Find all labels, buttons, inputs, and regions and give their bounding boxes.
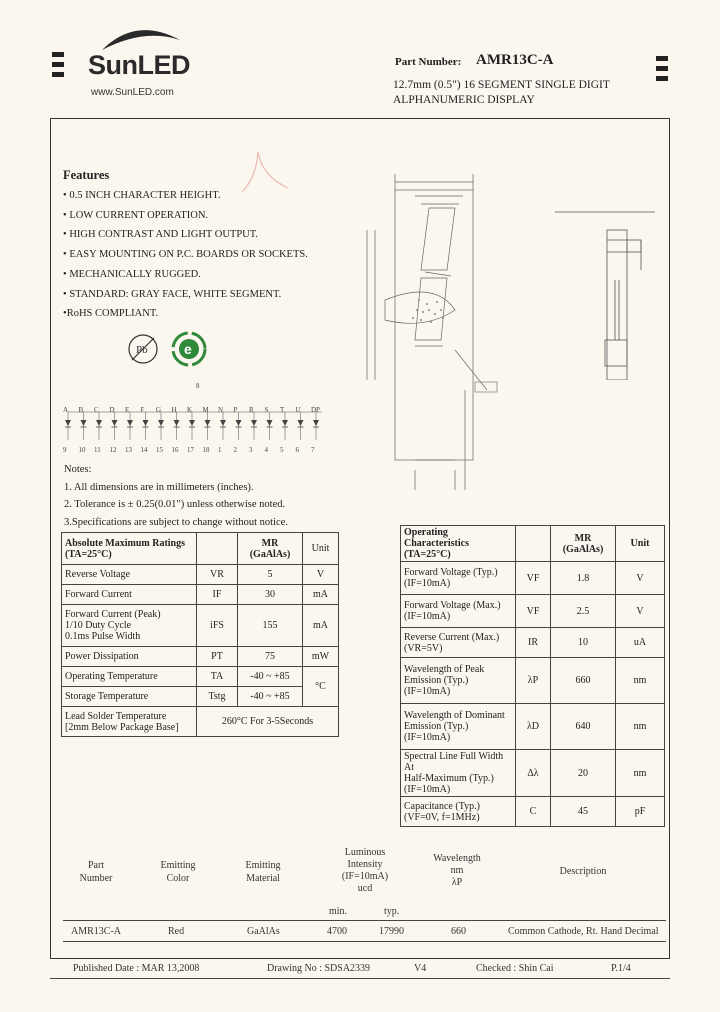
corner-mark [656, 56, 668, 61]
top-pin-label: D [109, 406, 115, 414]
sel-sub-typ: typ. [384, 906, 400, 917]
package-side-drawing [555, 200, 665, 380]
op-cell-val: 2.5 [551, 595, 616, 628]
op-cell-param: Wavelength of Peak Emission (Typ.) (IF=10mA) [401, 658, 516, 704]
feature-item: • STANDARD: GRAY FACE, WHITE SEGMENT. [63, 288, 282, 300]
pb-free-icon [126, 332, 160, 366]
feature-item: • HIGH CONTRAST AND LIGHT OUTPUT. [63, 229, 259, 241]
sel-row-wave: 660 [451, 926, 466, 937]
bottom-pin-label: 13 [125, 446, 132, 454]
note-item: 3.Specifications are subject to change without notice. [64, 516, 288, 528]
corner-mark [52, 62, 64, 67]
op-cell-val: 10 [551, 628, 616, 658]
diode-symbol [112, 412, 118, 440]
abs-cell-sym: VR [197, 565, 238, 585]
abs-cell-val: 30 [238, 585, 303, 605]
diode-symbol [96, 412, 102, 440]
diode-symbol [65, 412, 71, 440]
top-pin-label: K [187, 406, 193, 414]
sel-row-typ: 17990 [379, 926, 404, 937]
footer-published: Published Date : MAR 13,2008 [73, 963, 200, 974]
op-header-mr: MR (GaAlAs) [551, 526, 616, 562]
top-pin-label: B [78, 406, 84, 414]
sel-header-wave: Wavelength nm λP [433, 853, 481, 888]
bottom-pin-label: 6 [295, 446, 299, 454]
op-cell-unit: V [616, 595, 665, 628]
op-cell-unit: pF [616, 797, 665, 827]
top-pin-label: A [63, 406, 69, 414]
sel-header-material: Emitting Material [245, 860, 281, 884]
abs-cell-param: Operating Temperature [62, 667, 197, 687]
op-row [401, 595, 665, 628]
top-pin-label: G [156, 406, 162, 414]
abs-header-param: Absolute Maximum Ratings (TA=25°C) [62, 533, 197, 565]
abs-header-unit: Unit [303, 533, 339, 565]
watermark-mark [236, 148, 296, 198]
abs-cell-val: 75 [238, 647, 303, 667]
bottom-pin-label: 10 [78, 446, 86, 454]
diode-symbol [220, 412, 226, 440]
diode-symbol [282, 412, 288, 440]
op-row [401, 750, 665, 797]
op-row [401, 704, 665, 750]
op-cell-val: 640 [551, 704, 616, 750]
operating-char-table [400, 525, 665, 827]
sel-row-material: GaAlAs [247, 926, 280, 937]
bottom-pin-label: 15 [156, 446, 163, 454]
package-front-drawing [355, 160, 505, 490]
abs-cell-unit: mW [303, 647, 339, 667]
part-number-value: AMR13C-A [476, 52, 554, 68]
abs-cell-unit: mA [303, 585, 339, 605]
abs-header-mr: MR (GaAlAs) [238, 533, 303, 565]
diode-symbol [298, 412, 304, 440]
features-list [63, 186, 308, 324]
op-cell-param: Spectral Line Full Width At Half-Maximum (Typ.) (IF=10mA) [401, 750, 516, 797]
sel-header-part: Part Number [79, 860, 113, 884]
abs-row [62, 585, 339, 605]
abs-row [62, 687, 339, 707]
op-cell-sym: C [516, 797, 551, 827]
top-pin-label: N [218, 406, 224, 414]
bottom-pin-label: 17 [187, 446, 194, 454]
top-pin-label: F [140, 406, 145, 414]
abs-row [62, 565, 339, 585]
bottom-pin-label: 9 [63, 446, 67, 454]
abs-cell-val: 155 [238, 605, 303, 647]
brand-url: www.SunLED.com [91, 87, 174, 98]
diode-symbol [81, 412, 87, 440]
selection-rule [63, 941, 666, 942]
bottom-pin-label: 16 [171, 446, 179, 454]
diode-symbol [174, 412, 180, 440]
op-cell-unit: V [616, 562, 665, 595]
abs-cell-unit: mA [303, 605, 339, 647]
abs-cell-unit: V [303, 565, 339, 585]
op-cell-param: Wavelength of Dominant Emission (Typ.) (IF=10mA) [401, 704, 516, 750]
top-pin-label: R [249, 406, 254, 414]
features-title: Features [63, 168, 110, 182]
diode-symbol [313, 412, 319, 440]
notes-title: Notes: [64, 464, 92, 475]
solder-param: Lead Solder Temperature [2mm Below Package Base] [62, 707, 197, 737]
footer-page: P.1/4 [611, 963, 631, 974]
footer-drawing: Drawing No : SDSA2339 [267, 963, 371, 974]
solder-value: 260°C For 3-5Seconds [197, 707, 339, 737]
bottom-pin-label: 1 [218, 446, 222, 454]
pb-text: Pb [136, 344, 148, 356]
op-cell-val: 20 [551, 750, 616, 797]
product-description-line1: 12.7mm (0.5") 16 SEGMENT SINGLE DIGIT [393, 79, 610, 91]
diode-symbol [251, 412, 257, 440]
absolute-max-table [61, 532, 339, 737]
corner-mark [656, 76, 668, 81]
top-pin-label: H [171, 406, 177, 414]
bottom-pin-label: 14 [140, 446, 148, 454]
bottom-pin-label: 4 [264, 446, 268, 454]
abs-cell-param: Power Dissipation [62, 647, 197, 667]
sel-row-min: 4700 [327, 926, 347, 937]
feature-item: • EASY MOUNTING ON P.C. BOARDS OR SOCKETS. [63, 249, 308, 261]
bottom-pin-label: 5 [280, 446, 284, 454]
top-pin-label: U [295, 406, 301, 414]
selection-rule [63, 920, 666, 921]
sun-arc-icon [84, 22, 194, 52]
sel-header-lum: Luminous Intensity (IF=10mA) ucd [341, 847, 389, 894]
op-cell-param: Capacitance (Typ.) (VF=0V, f=1MHz) [401, 797, 516, 827]
op-cell-sym: IR [516, 628, 551, 658]
abs-cell-sym: TA [197, 667, 238, 687]
diode-symbol [143, 412, 149, 440]
abs-cell-val: -40 ~ +85 [238, 687, 303, 707]
brand-logo [84, 22, 194, 92]
footer-checked: Checked : Shin Cai [476, 963, 554, 974]
op-cell-val: 660 [551, 658, 616, 704]
op-cell-unit: nm [616, 750, 665, 797]
feature-item: • LOW CURRENT OPERATION. [63, 209, 209, 221]
op-cell-sym: VF [516, 595, 551, 628]
top-pin-label: T [280, 406, 285, 414]
brand-name: SunLED [88, 50, 190, 80]
abs-cell-sym: iFS [197, 605, 238, 647]
bottom-pin-label: 18 [202, 446, 210, 454]
abs-cell-sym: Tstg [197, 687, 238, 707]
abs-cell-sym: IF [197, 585, 238, 605]
abs-cell-unit: °C [303, 667, 339, 707]
op-cell-param: Forward Voltage (Typ.) (IF=10mA) [401, 562, 516, 595]
sel-header-color: Emitting Color [160, 860, 196, 884]
bottom-pin-label: 12 [109, 446, 117, 454]
part-number-label: Part Number: [395, 56, 462, 68]
feature-item: • MECHANICALLY RUGGED. [63, 268, 201, 280]
abs-row [62, 647, 339, 667]
op-cell-param: Forward Voltage (Max.) (IF=10mA) [401, 595, 516, 628]
top-pin-label: P [233, 406, 238, 414]
op-cell-unit: nm [616, 658, 665, 704]
op-row [401, 797, 665, 827]
op-cell-param: Reverse Current (Max.) (VR=5V) [401, 628, 516, 658]
top-pin-label: S [264, 406, 269, 414]
sel-row-color: Red [168, 926, 185, 937]
abs-cell-param: Forward Current [62, 585, 197, 605]
bottom-pin-label: 11 [94, 446, 101, 454]
pin-common-label: 8 [196, 382, 200, 390]
note-item: 2. Tolerance is ± 0.25(0.01") unless otherwise noted. [64, 499, 286, 510]
bottom-pin-label: 2 [233, 446, 237, 454]
top-pin-label: C [94, 406, 99, 414]
feature-item: • 0.5 INCH CHARACTER HEIGHT. [63, 190, 221, 201]
abs-row [62, 605, 339, 647]
diode-symbol [127, 412, 133, 440]
op-cell-sym: λP [516, 658, 551, 704]
op-cell-sym: VF [516, 562, 551, 595]
sel-row-part: AMR13C-A [71, 926, 122, 937]
op-row [401, 562, 665, 595]
abs-cell-val: 5 [238, 565, 303, 585]
op-cell-unit: uA [616, 628, 665, 658]
diode-symbol [267, 412, 273, 440]
op-cell-sym: λD [516, 704, 551, 750]
footer-rule [50, 978, 670, 979]
diode-symbol [205, 412, 211, 440]
footer-version: V4 [414, 963, 427, 974]
diode-symbol [158, 412, 164, 440]
top-pin-label: DP [311, 406, 320, 414]
top-pin-label: E [125, 406, 130, 414]
op-header-unit: Unit [616, 526, 665, 562]
corner-mark [656, 66, 668, 71]
bottom-pin-label: 3 [249, 446, 253, 454]
notes-block [64, 461, 288, 531]
abs-row [62, 667, 339, 687]
eco-text: e [184, 341, 192, 357]
sel-header-desc: Description [559, 866, 607, 877]
diode-symbol [189, 412, 195, 440]
op-cell-sym: Δλ [516, 750, 551, 797]
product-description-line2: ALPHANUMERIC DISPLAY [393, 94, 535, 106]
op-header-param: Operating Characteristics (TA=25°C) [401, 526, 516, 562]
feature-item: •RoHS COMPLIANT. [63, 308, 159, 320]
note-item: 1. All dimensions are in millimeters (inches). [64, 481, 254, 493]
sel-sub-min: min. [329, 906, 348, 917]
diode-symbol [236, 412, 242, 440]
abs-cell-param: Storage Temperature [62, 687, 197, 707]
abs-cell-param: Reverse Voltage [62, 565, 197, 585]
op-row [401, 658, 665, 704]
corner-mark [52, 72, 64, 77]
abs-cell-sym: PT [197, 647, 238, 667]
op-row [401, 628, 665, 658]
top-pin-label: M [202, 406, 209, 414]
abs-cell-param: Forward Current (Peak) 1/10 Duty Cycle 0.1ms Pulse Width [62, 605, 197, 647]
rohs-eco-icon [170, 330, 208, 368]
corner-mark [52, 52, 64, 57]
abs-cell-val: -40 ~ +85 [238, 667, 303, 687]
bottom-pin-label: 7 [311, 446, 315, 454]
op-cell-unit: nm [616, 704, 665, 750]
sel-row-desc: Common Cathode, Rt. Hand Decimal [508, 926, 659, 937]
op-cell-val: 1.8 [551, 562, 616, 595]
op-cell-val: 45 [551, 797, 616, 827]
